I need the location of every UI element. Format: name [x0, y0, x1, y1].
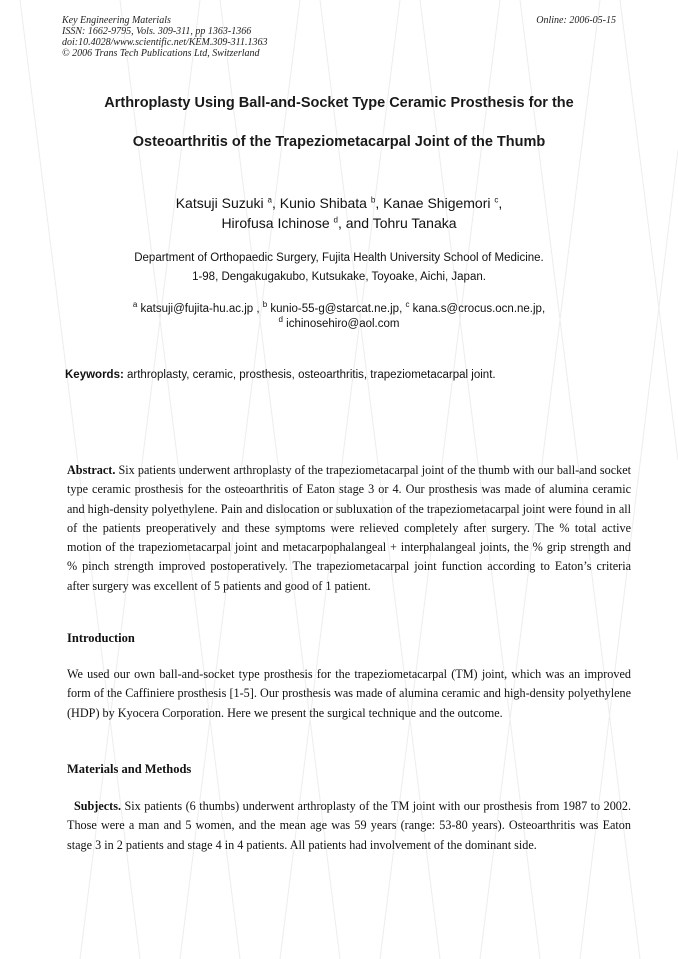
paper-title-line-1: Arthroplasty Using Ball-and-Socket Type Ceramic Prosthesis for the [104, 95, 574, 111]
affiliation [40, 249, 638, 287]
abstract-text: Six patients underwent arthroplasty of the trapeziometacarpal joint of the thumb with our ball-and socket type ceramic prosthesis for the osteoarthritis of Eaton stage 3 or 4. Our prosthesis was made of alumina ceramic and high-density polyethylene. Pain and dislocation or subluxation of the trapeziometacarpal joint were found in all of the patients preoperatively and these symptoms were relieved completely after surgery. The % total active motion of the trapeziometacarpal joint and metacarpophalangeal + interphalangeal joints, the % grip strength and % pinch strength improved postoperatively. The trapeziometacarpal joint function according to Eaton’s criteria after surgery was excellent of 5 patients and good of 1 patient. [67, 463, 632, 593]
email-link[interactable]: katsuji@fujita-hu.ac.jp [140, 303, 254, 315]
author-name: Kanae Shigemori [383, 195, 491, 211]
issn-line: ISSN: 1662-9795, Vols. 309-311, pp 1363-1366 [62, 26, 252, 37]
paper-title-line-2: Osteoarthritis of the Trapeziometacarpal Joint of the Thumb [132, 134, 546, 150]
keywords-label: Keywords: [65, 369, 124, 381]
introduction-heading: Introduction [67, 631, 135, 645]
journal-name: Key Engineering Materials [62, 15, 171, 26]
email-link[interactable]: ichinosehiro@aol.com [286, 318, 400, 330]
affiliation-line-2: 1-98, Dengakugakubo, Kutsukake, Toyoake, Aichi, Japan. [192, 271, 486, 283]
affiliation-line-1: Department of Orthopaedic Surgery, Fujita Health University School of Medicine. [134, 252, 544, 264]
author-sup: a [267, 195, 272, 205]
author-sup: b [370, 195, 376, 205]
author-name: Kunio Shibata [279, 195, 367, 211]
email-list: $^a$ katsuji@fujita-hu.ac.jp , $^b$ kunio-55-g@starcat.ne.jp, $^c$ kana.s@crocus.ocn.ne.jp, $^d$ ichinosehiro@aol.com [132, 300, 546, 330]
subjects-text: Six patients (6 thumbs) underwent arthroplasty of the TM joint with our prosthesis from 1987 to 2002. Those were a man and 5 women, and the mean age was 59 years (range: 53-80 years). Osteoarthritis was Eaton stage 3 in 2 patients and stage 4 in 4 patients. All patients had involvement of the dominant side. [67, 799, 632, 852]
keywords-text: arthroplasty, ceramic, prosthesis, osteoarthritis, trapeziometacarpal joint. [127, 369, 496, 381]
author-name: Hirofusa Ichinose [221, 215, 330, 231]
introduction-paragraph [67, 665, 631, 723]
author-sup: d [333, 215, 338, 225]
abstract-label: Abstract. [67, 463, 116, 477]
email-link[interactable]: kana.s@crocus.ocn.ne.jp [412, 303, 542, 315]
author-list: Katsuji Suzuki $^a$, Kunio Shibata $^b$, Kanae Shigemori $^c$, Hirofusa Ichinose $^d$, and Tohru Tanaka [175, 195, 503, 231]
author-sup: c [494, 195, 499, 205]
doi-line: doi:10.4028/www.scientific.net/KEM.309-311.1363 [62, 37, 268, 48]
email-sup: a [132, 300, 138, 310]
subjects-label: Subjects. [73, 799, 122, 813]
online-date: Online: 2006-05-15 [536, 15, 616, 26]
methods-heading: Materials and Methods [67, 762, 192, 776]
author-name: Katsuji Suzuki [175, 195, 264, 211]
email-link[interactable]: kunio-55-g@starcat.ne.jp [270, 303, 400, 315]
email-sup: b [262, 300, 268, 310]
keywords [65, 369, 496, 381]
email-sup: d [278, 315, 283, 325]
copyright-line: © 2006 Trans Tech Publications Ltd, Switzerland [62, 48, 260, 59]
journal-header [62, 15, 616, 59]
abstract-paragraph [67, 461, 631, 596]
subjects-paragraph [67, 797, 631, 855]
and-word: and [345, 215, 370, 231]
introduction-text: We used our own ball-and-socket type prosthesis for the trapeziometacarpal (TM) joint, which was an improved form of the Caffiniere prosthesis [1-5]. Our prosthesis was made of alumina ceramic and high-density polyethylene (HDP) by Kyocera Corporation. Here we present the surgical technique and the outcome. [67, 667, 631, 720]
email-sup: c [405, 300, 410, 310]
author-name: Tohru Tanaka [372, 215, 457, 231]
